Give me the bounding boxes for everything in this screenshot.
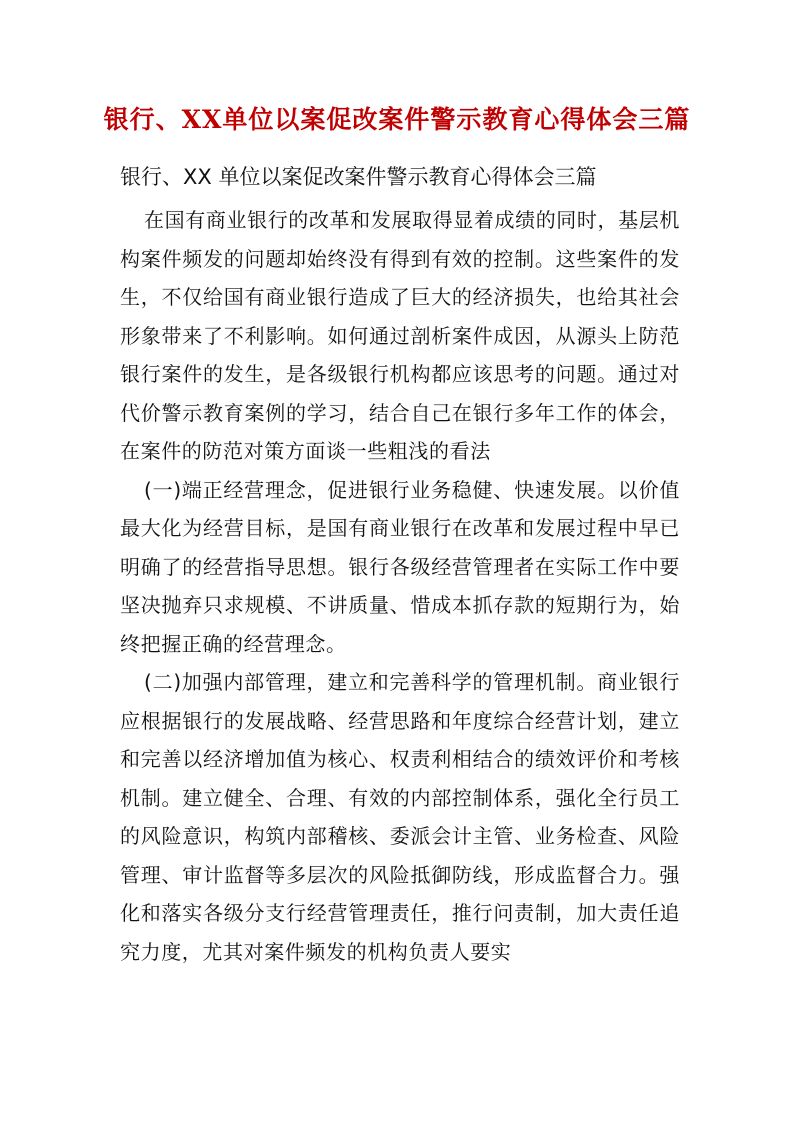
paragraph-section-1: (一)端正经营理念，促进银行业务稳健、快速发展。以价值最大化为经营目标，是国有商业银行在改革和发展过程中早已明确了的经营指导思想。银行各级经营管理者在实际工作中要坚决抛弃只求规模、不讲质量、惜成本抓存款的短期行为，始终把握正确的经营理念。 [120, 477, 680, 656]
paragraph-intro: 在国有商业银行的改革和发展取得显着成绩的同时，基层机构案件频发的问题却始终没有得到有效的控制。这些案件的发生，不仅给国有商业银行造成了巨大的经济损失，也给其社会形象带来了不利影响。如何通过剖析案件成因，从源头上防范银行案件的发生，是各级银行机构都应该思考的问题。通过对代价警示教育案例的学习，结合自己在银行多年工作的体会，在案件的防范对策方面谈一些粗浅的看法 [120, 208, 680, 463]
document-title: 银行、XX单位以案促改案件警示教育心得体会三篇 [103, 105, 691, 134]
document-body [120, 201, 680, 971]
paragraph-section-2: (二)加强内部管理，建立和完善科学的管理机制。商业银行应根据银行的发展战略、经营思路和年度综合经营计划，建立和完善以经济增加值为核心、权责利相结合的绩效评价和考核机制。建立健全、合理、有效的内部控制体系，强化全行员工的风险意识，构筑内部稽核、委派会计主管、业务检查、风险管理、审计监督等多层次的风险抵御防线，形成监督合力。强化和落实各级分支行经营管理责任，推行问责制，加大责任追究力度，尤其对案件频发的机构负责人要实 [120, 670, 680, 964]
document-subtitle: 银行、XX 单位以案促改案件警示教育心得体会三篇 [120, 165, 597, 189]
